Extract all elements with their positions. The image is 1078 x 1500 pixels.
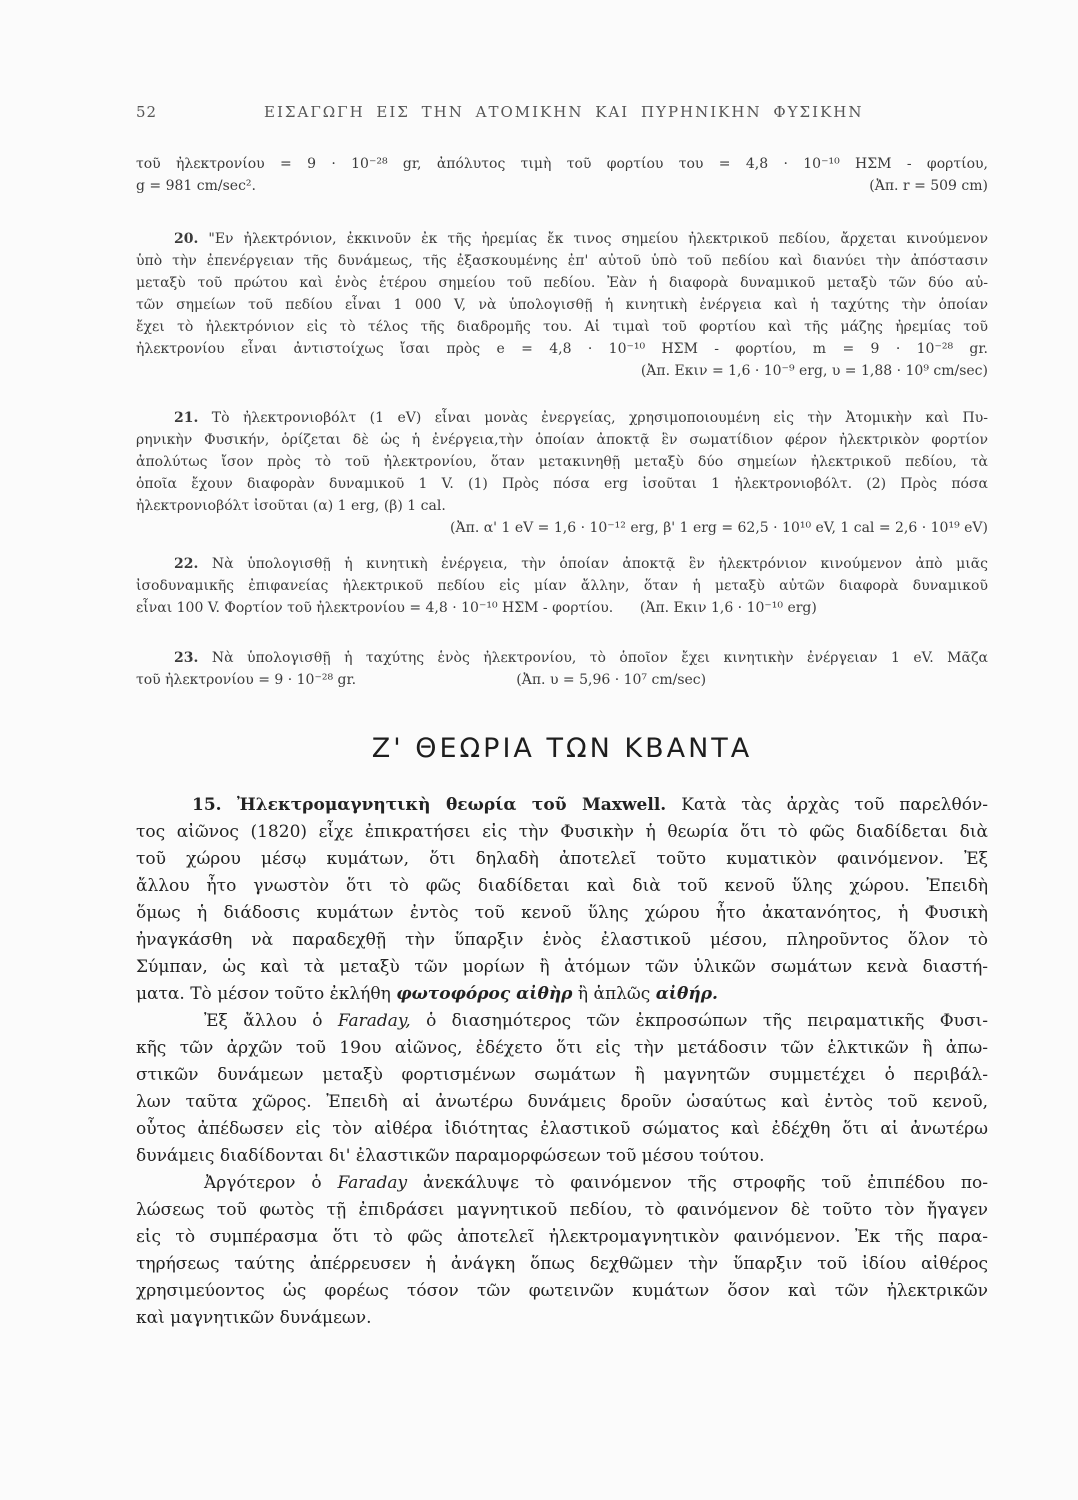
- text-line: [136, 1170, 988, 1197]
- section-heading-line: [136, 792, 988, 819]
- text-line: ἠλεκτρονίου εἶναι ἀντιστοίχως ἴσαι πρὸς e = 4,8 · 10⁻¹⁰ ΗΣΜ - φορτίου, m = 9 · 10⁻²⁸ gr.: [136, 341, 988, 357]
- text-line: ὅμως ἡ διάδοσις κυμάτων ἐντὸς τοῦ κενοῦ ὕλης χώρου ἦτο ἀκατανόητος, ἡ Φυσικὴ: [136, 903, 988, 923]
- problem-number: 20.: [174, 231, 199, 247]
- running-title: ΕΙΣΑΓΩΓΗ ΕΙΣ ΤΗΝ ΑΤΟΜΙΚΗΝ ΚΑΙ ΠΥΡΗΝΙΚΗΝ ΦΥΣΙΚΗΝ: [264, 103, 864, 121]
- text-line: ρηνικὴν Φυσικήν, ὁρίζεται δὲ ὡς ἡ ἐνέργεια,τὴν ὁποίαν ἀποκτᾷ ἓν σωματίδιον φέρον ἠλεκτρικὸν φορτίον: [136, 432, 988, 448]
- answer: (Ἀπ. Eκιν = 1,6 · 10⁻⁹ erg, υ = 1,88 · 10⁹ cm/sec): [640, 363, 988, 379]
- text-line: Σύμπαν, ὡς καὶ τὰ μεταξὺ τῶν μορίων ἢ ἀτόμων τῶν ὑλικῶν σωμάτων κενὰ διαστή-: [136, 957, 988, 977]
- problem-21: [136, 407, 988, 539]
- page-number: 52: [136, 103, 158, 121]
- text-span: "Εν ἠλεκτρόνιον, ἐκκινοῦν ἐκ τῆς ἠρεμίας ἔκ τινος σημείου ἠλεκτρικοῦ πεδίου, ἄρχεται κινούμενον: [208, 231, 988, 247]
- answer: (Ἀπ. α' 1 eV = 1,6 · 10⁻¹² erg, β' 1 erg = 62,5 · 10¹⁰ eV, 1 cal = 2,6 · 10¹⁹ eV): [450, 520, 988, 536]
- text-line: [136, 1008, 988, 1035]
- text-span: ἀνεκάλυψε τὸ φαινόμενον τῆς στροφῆς τοῦ ἐπιπέδου πο-: [423, 1173, 988, 1193]
- problem-number: 22.: [174, 556, 199, 572]
- text-line: τῶν σημείων τοῦ πεδίου εἶναι 1 000 V, νὰ ὑπολογισθῇ ἡ κινητικὴ ἐνέργεια καὶ ἡ ταχύτης τὴν ὁποίαν: [136, 297, 988, 313]
- text-span: Νὰ ὑπολογισθῇ ἡ κινητικὴ ἐνέργεια, τὴν ὁποίαν ἀποκτᾷ ἓν ἠλεκτρόνιον κινούμενον ἀπὸ μιᾶς: [211, 556, 988, 572]
- text-line: [136, 553, 988, 575]
- text-span: ἢ ἁπλῶς: [577, 984, 651, 1004]
- person-name: Faraday,: [337, 1011, 411, 1031]
- text-line: στικῶν δυνάμεων μεταξὺ φορτισμένων σωμάτων ἢ μαγνητῶν συμμετέχει ὁ περιβάλ-: [136, 1065, 988, 1085]
- section-15: [136, 792, 988, 1332]
- term-luminiferous-ether: φωτοφόρος αἰθὴρ: [396, 984, 573, 1004]
- text-line: τος αἰῶνος (1820) εἶχε ἐπικρατήσει εἰς τὴν Φυσικὴν ἡ θεωρία ὅτι τὸ φῶς διαδίδεται διὰ: [136, 822, 988, 842]
- text-line: καὶ μαγνητικῶν δυνάμεων.: [136, 1308, 372, 1328]
- text-line: ἰσοδυναμικῆς ἐπιφανείας ἠλεκτρικοῦ πεδίου εἰς μίαν ἄλλην, ὅταν ἡ μεταξὺ αὐτῶν διαφορὰ δυναμικοῦ: [136, 578, 988, 594]
- text-line: [136, 981, 988, 1008]
- text-line: ἄλλου ἦτο γνωστὸν ὅτι τὸ φῶς διαδίδεται καὶ διὰ τοῦ κενοῦ ὕλης χώρου. Ἐπειδὴ: [136, 876, 988, 896]
- text-line: δυνάμεις διαδίδονται δι' ἐλαστικῶν παραμορφώσεων τοῦ μέσου τούτου.: [136, 1146, 765, 1166]
- text-line: [136, 647, 988, 669]
- person-name: Faraday: [337, 1173, 408, 1193]
- text-line: τοῦ χώρου μέσῳ κυμάτων, ὅτι δηλαδὴ ἀποτελεῖ τοῦτο κυματικὸν φαινόμενον. Ἐξ: [136, 849, 988, 869]
- section-heading: 15. Ἠλεκτρομαγνητικὴ θεωρία τοῦ Maxwell.: [192, 795, 667, 815]
- text-line: τοῦ ἠλεκτρονίου = 9 · 10⁻²⁸ gr, ἀπόλυτος τιμὴ τοῦ φορτίου του = 4,8 · 10⁻¹⁰ ΗΣΜ - φορτίου,: [136, 156, 988, 172]
- text-line: τοῦ ἠλεκτρονίου = 9 · 10⁻²⁸ gr. (Ἀπ. υ = 5,96 · 10⁷ cm/sec): [136, 672, 707, 688]
- text-line: λων ταῦτα χῶρος. Ἐπειδὴ αἱ ἀνωτέρω δυνάμεις δροῦν ὡσαύτως καὶ ἐντὸς τοῦ κενοῦ,: [136, 1092, 988, 1112]
- text-line: [136, 228, 988, 250]
- text-line: χρησιμεύοντος ὡς φορέως τόσον τῶν φωτεινῶν κυμάτων ὅσον καὶ τῶν ἠλεκτρικῶν: [136, 1281, 988, 1301]
- text-span: Τὸ ἠλεκτρονιοβόλτ (1 eV) εἶναι μονὰς ἐνεργείας, χρησιμοποιουμένη εἰς τὴν Ἀτομικὴν καὶ Πυ-: [211, 410, 988, 426]
- problem-23: [136, 647, 988, 691]
- problem-number: 21.: [174, 410, 199, 426]
- text-line: κῆς τῶν ἀρχῶν τοῦ 19ου αἰῶνος, ἐδέχετο ὅτι εἰς τὴν μετάδοσιν τῶν ἑλκτικῶν ἢ ἀπω-: [136, 1038, 988, 1058]
- text-span: Κατὰ τὰς ἀρχὰς τοῦ παρελθόν-: [681, 795, 988, 815]
- text-line: λώσεως τοῦ φωτὸς τῇ ἐπιδράσει μαγνητικοῦ πεδίου, τὸ φαινόμενον δὲ τοῦτο τὸν ἤγαγεν: [136, 1200, 988, 1220]
- text-span: ματα. Τὸ μέσον τοῦτο ἐκλήθη: [136, 984, 391, 1004]
- text-line: εἰς τὸ συμπέρασμα ὅτι τὸ φῶς ἀποτελεῖ ἠλεκτρομαγνητικὸν φαινόμενον. Ἐκ τῆς παρα-: [136, 1227, 988, 1247]
- text-line: ἠναγκάσθη νὰ παραδεχθῇ τὴν ὕπαρξιν ἑνὸς ἐλαστικοῦ μέσου, πληροῦντος ὅλον τὸ: [136, 930, 988, 950]
- text-line: τηρήσεως ταύτης ἀπέρρευσεν ἡ ἀνάγκη ὅπως δεχθῶμεν τὴν ὕπαρξιν τοῦ ἰδίου αἰθέρος: [136, 1254, 988, 1274]
- text-span: Νὰ ὑπολογισθῇ ἡ ταχύτης ἑνὸς ἠλεκτρονίου, τὸ ὁποῖον ἔχει κινητικὴν ἐνέργειαν 1 eV. Μᾶζα: [211, 650, 988, 666]
- problem-22: [136, 553, 988, 619]
- text-span: Ἐξ ἄλλου ὁ: [204, 1011, 323, 1031]
- text-line: εἶναι 100 V. Φορτίον τοῦ ἠλεκτρονίου = 4,8 · 10⁻¹⁰ ΗΣΜ - φορτίου. (Ἀπ. Eκιν 1,6 · 10⁻¹⁰ erg): [136, 600, 817, 616]
- text-span: ὁ διασημότερος τῶν ἐκπροσώπων τῆς πειραματικῆς Φυσι-: [426, 1011, 988, 1031]
- text-line: ἀπολύτως ἴσον πρὸς τὸ τοῦ ἠλεκτρονίου, ὅταν μετακινηθῇ μεταξὺ δύο σημείων ἠλεκτρικοῦ πεδίου, τὰ: [136, 454, 988, 470]
- text-line: ὑπὸ τὴν ἐπενέργειαν τῆς δυνάμεως, τῆς ἐξασκουμένης ἐπ' αὐτοῦ ὑπὸ τοῦ πεδίου καὶ διανύει τὴν ἀπόστασιν: [136, 253, 988, 269]
- text-line: ἠλεκτρονιοβόλτ ἰσοῦται (α) 1 erg, (β) 1 cal.: [136, 498, 446, 514]
- text-line: οὗτος ἀπέδωσεν εἰς τὸν αἰθέρα ἰδιότητας ἐλαστικοῦ σώματος καὶ ἐδέχθη ὅτι αἱ ἀνωτέρω: [136, 1119, 988, 1139]
- term-ether: αἰθήρ.: [655, 984, 718, 1004]
- problem-19-tail: [136, 153, 988, 197]
- problem-20: [136, 228, 988, 382]
- text-line: ὁποῖα ἔχουν διαφορὰν δυναμικοῦ 1 V. (1) Πρὸς πόσα erg ἰσοῦται 1 ἠλεκτρονιοβόλτ. (2) Πρὸς πόσα: [136, 476, 988, 492]
- answer: (Ἀπ. r = 509 cm): [869, 178, 988, 194]
- text-line: ἔχει τὸ ἠλεκτρόνιον εἰς τὸ τέλος τῆς διαδρομῆς του. Αἱ τιμαὶ τοῦ φορτίου καὶ τῆς μάζης ἠρεμίας τοῦ: [136, 319, 988, 335]
- text-line: g = 981 cm/sec².: [136, 178, 256, 194]
- text-line: μεταξὺ τοῦ πρώτου καὶ ἑνὸς ἑτέρου σημείου τοῦ πεδίου. Ἐὰν ἡ διαφορὰ δυναμικοῦ μεταξὺ τῶν δύο αὐ-: [136, 275, 988, 291]
- text-line: [136, 407, 988, 429]
- text-span: Ἀργότερον ὁ: [204, 1173, 322, 1193]
- chapter-title: Ζ' ΘΕΩΡΙΑ ΤΩΝ ΚΒΑΝΤΑ: [371, 733, 753, 764]
- problem-number: 23.: [174, 650, 199, 666]
